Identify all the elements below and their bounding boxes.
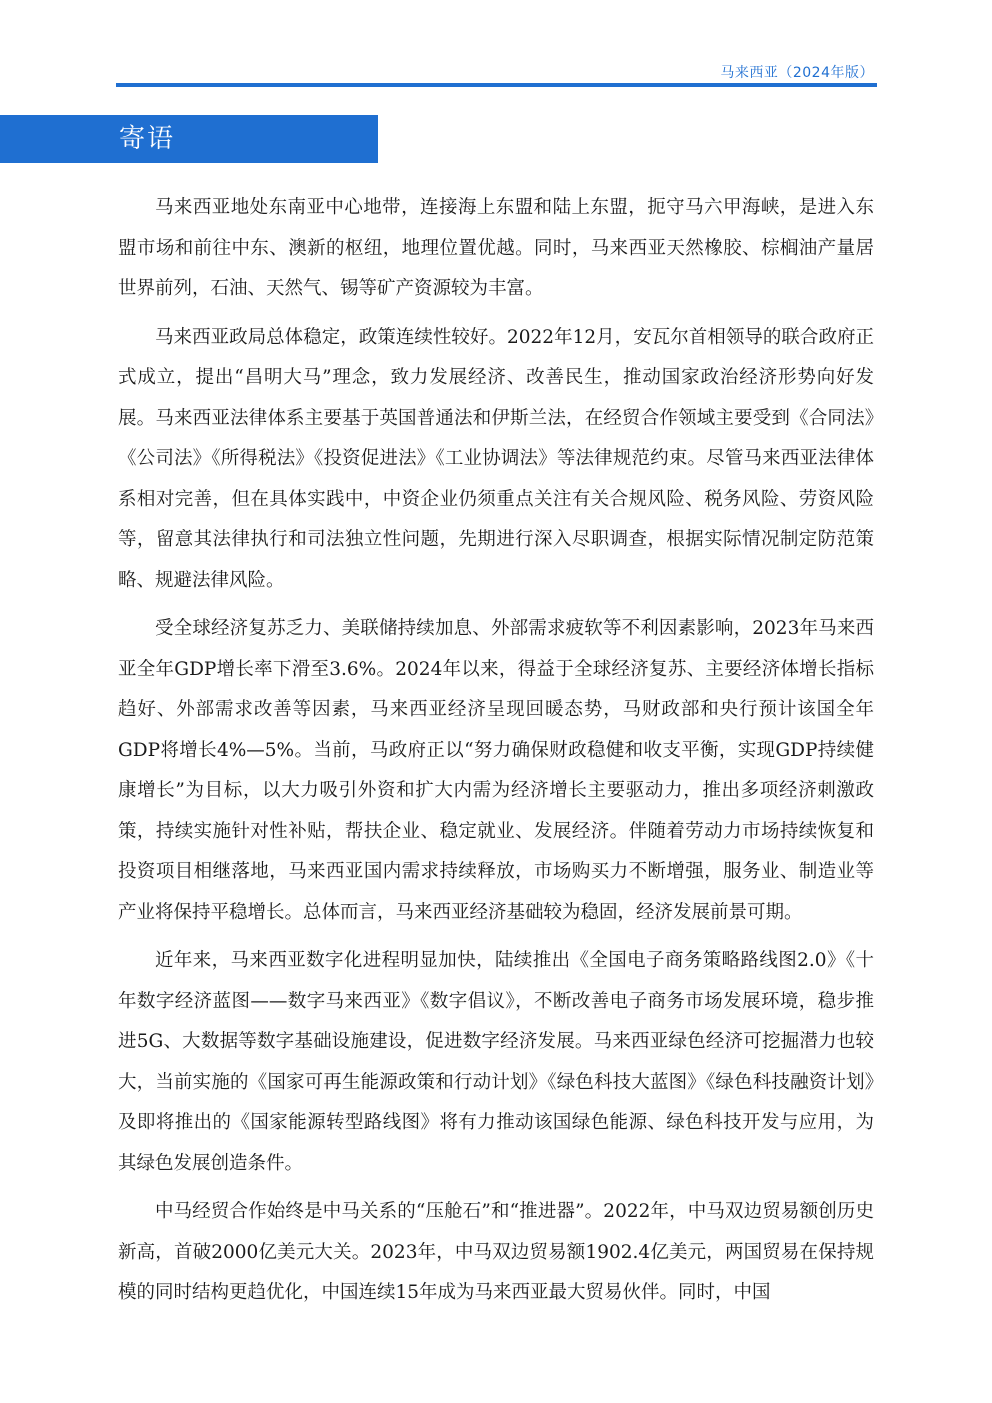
running-header-title: 马来西亚（2024年版） [720,65,874,81]
section-title: 寄语 [119,124,176,154]
paragraph-1: 马来西亚地处东南亚中心地带，连接海上东盟和陆上东盟，扼守马六甲海峡，是进入东盟市场和前往中东、澳新的枢纽，地理位置优越。同时，马来西亚天然橡胶、棕榈油产量居世界前列，石油、天然气、锡等矿产资源较为丰富。 [118,197,874,299]
paragraph-3: 受全球经济复苏乏力、美联储持续加息、外部需求疲软等不利因素影响，2023年马来西亚全年GDP增长率下滑至3.6%。2024年以来，得益于全球经济复苏、主要经济体增长指标趋好、外部需求改善等因素，马来西亚经济呈现回暖态势，马财政部和央行预计该国全年GDP将增长4%—5%。当前，马政府正以“努力确保财政稳健和收支平衡，实现GDP持续健康增长”为目标，以大力吸引外资和扩大内需为经济增长主要驱动力，推出多项经济刺激政策，持续实施针对性补贴，帮扶企业、稳定就业、发展经济。伴随着劳动力市场持续恢复和投资项目相继落地，马来西亚国内需求持续释放，市场购买力不断增强，服务业、制造业等产业将保持平稳增长。总体而言，马来西亚经济基础较为稳固，经济发展前景可期。 [118,618,874,923]
paragraph-4: 近年来，马来西亚数字化进程明显加快，陆续推出《全国电子商务策略路线图2.0》《十年数字经济蓝图——数字马来西亚》《数字倡议》，不断改善电子商务市场发展环境，稳步推进5G、大数据等数字基础设施建设，促进数字经济发展。马来西亚绿色经济可挖掘潜力也较大，当前实施的《国家可再生能源政策和行动计划》《绿色科技大蓝图》《绿色科技融资计划》及即将推出的《国家能源转型路线图》将有力推动该国绿色能源、绿色科技开发与应用，为其绿色发展创造条件。 [118,950,874,1174]
header-divider [116,83,877,87]
section-banner [0,115,378,163]
paragraph-2: 马来西亚政局总体稳定，政策连续性较好。2022年12月，安瓦尔首相领导的联合政府正式成立，提出“昌明大马”理念，致力发展经济、改善民生，推动国家政治经济形势向好发展。马来西亚法律体系主要基于英国普通法和伊斯兰法，在经贸合作领域主要受到《合同法》《公司法》《所得税法》《投资促进法》《工业协调法》等法律规范约束。尽管马来西亚法律体系相对完善，但在具体实践中，中资企业仍须重点关注有关合规风险、税务风险、劳资风险等，留意其法律执行和司法独立性问题，先期进行深入尽职调查，根据实际情况制定防范策略、规避法律风险。 [118,326,874,591]
body-text [118,188,874,1322]
paragraph-5: 中马经贸合作始终是中马关系的“压舱石”和“推进器”。2022年，中马双边贸易额创历史新高，首破2000亿美元大关。2023年，中马双边贸易额1902.4亿美元，两国贸易在保持规模的同时结构更趋优化，中国连续15年成为马来西亚最大贸易伙伴。同时，中国 [118,1201,874,1303]
